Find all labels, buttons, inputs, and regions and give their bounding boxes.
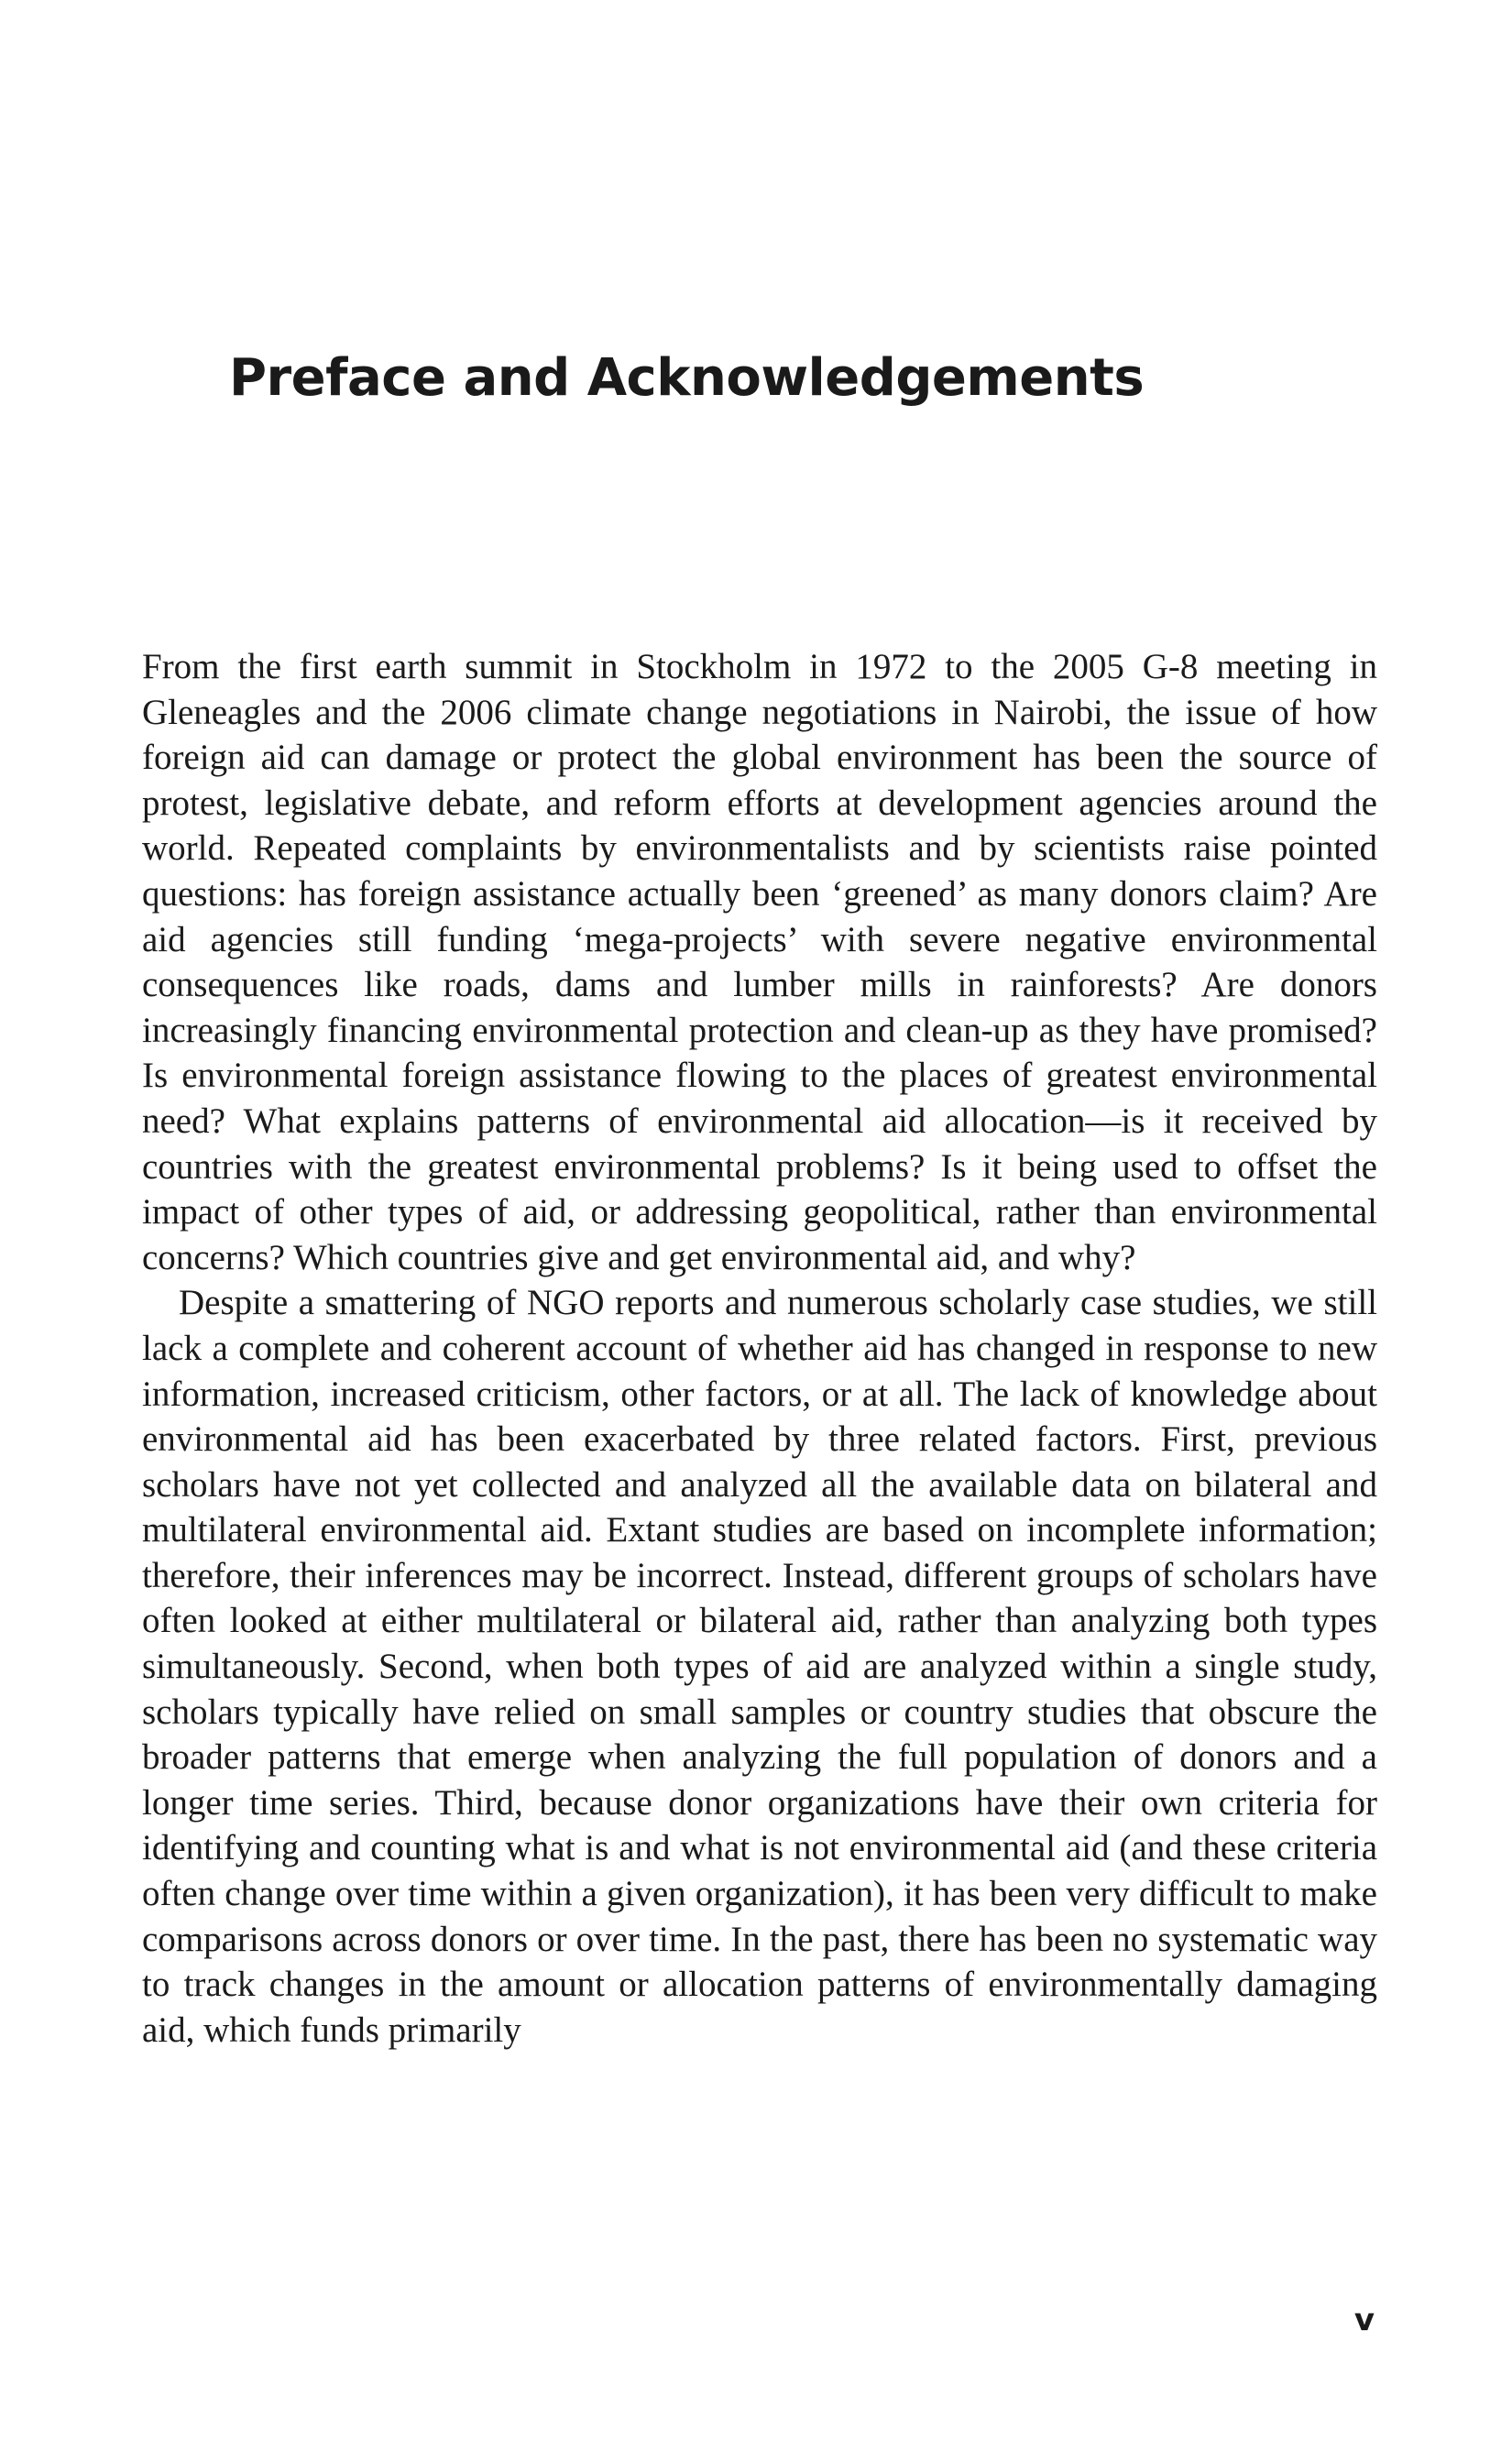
paragraph-1: From the first earth summit in Stockholm in 1972 to the 2005 G-8 meeting in Gleneagles and the 2006 climate change negotiations in Nairobi, the issue of how foreign aid can damage or protect the global environment has been the source of protest, legislative debate, and reform efforts at development agencies around the world. Repeated complaints by environmentalists and by scientists raise pointed questions: has foreign assistance actually been ‘greened’ as many donors claim? Are aid agencies still funding ‘mega-projects’ with severe negative environmental consequences like roads, dams and lumber mills in rainforests? Are donors increasingly financing environmental protection and clean-up as they have promised? Is environmental foreign assistance flowing to the places of greatest environmental need? What explains patterns of environmental aid allocation—is it received by countries with the greatest environmental problems? Is it being used to offset the impact of other types of aid, or addressing geopolitical, rather than environmental concerns? Which countries give and get environmental aid, and why?: [142, 647, 1377, 1277]
chapter-title: Preface and Acknowledgements: [229, 348, 1145, 408]
body-text: [142, 644, 1377, 2053]
paragraph-2: Despite a smattering of NGO reports and numerous scholarly case studies, we still lack a complete and coherent account of whether aid has changed in response to new information, increased criticism, other factors, or at all. The lack of knowledge about environmental aid has been exacerbated by three related factors. First, previous scholars have not yet collected and analyzed all the available data on bilateral and multilateral environmental aid. Extant studies are based on incomplete information; therefore, their inferences may be incorrect. Instead, different groups of scholars have often looked at either multilateral or bilateral aid, rather than analyzing both types simultaneously. Second, when both types of aid are analyzed within a single study, scholars typically have relied on small samples or country studies that obscure the broader patterns that emerge when analyzing the full population of donors and a longer time series. Third, because donor organizations have their own criteria for identifying and counting what is and what is not environmental aid (and these criteria often change over time within a given organization), it has been very difficult to make comparisons across donors or over time. In the past, there has been no systematic way to track changes in the amount or allocation patterns of environmentally damaging aid, which funds primarily: [142, 1283, 1377, 2050]
page-number: v: [1353, 2302, 1375, 2338]
